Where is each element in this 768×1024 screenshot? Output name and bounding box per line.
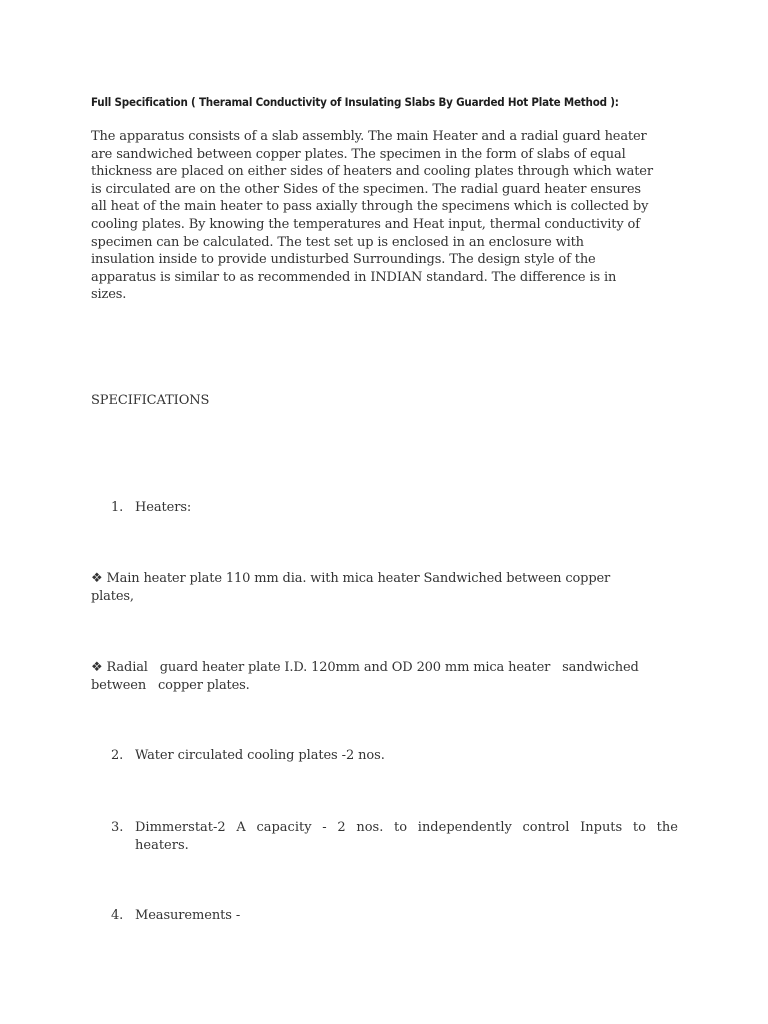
list-item-label: Heaters:: [135, 500, 192, 515]
dimmerstat-justified-text: [135, 819, 678, 837]
intro-line: sizes.: [91, 287, 127, 303]
word: -: [322, 820, 327, 835]
intro-line: specimen can be calculated. The test set up is enclosed in an enclosure with: [91, 234, 584, 250]
list-item-label: Measurements -: [135, 908, 241, 923]
bullet-radial-heater: [91, 659, 681, 694]
word: capacity: [256, 820, 312, 835]
intro-line: are sandwiched between copper plates. The specimen in the form of slabs of equal: [91, 146, 626, 162]
specifications-heading: SPECIFICATIONS: [91, 393, 210, 408]
list-number: 2.: [111, 748, 124, 763]
word: to: [632, 820, 646, 835]
list-item-cooling-plates: [111, 748, 385, 763]
word: Inputs: [580, 820, 623, 835]
intro-line: cooling plates. By knowing the temperatures and Heat input, thermal conductivity of: [91, 216, 640, 232]
bullet-line: between copper plates.: [91, 677, 250, 693]
word: 2: [337, 820, 346, 835]
bullet-main-heater: [91, 570, 681, 605]
intro-line: is circulated are on the other Sides of the specimen. The radial guard heater ensures: [91, 181, 641, 197]
dimmerstat-line-2: heaters.: [135, 837, 189, 853]
word: control: [522, 820, 570, 835]
word: independently: [417, 820, 512, 835]
word: the: [656, 820, 678, 835]
list-number: 3.: [111, 820, 124, 835]
document-title: Full Specification ( Theramal Conductivity of Insulating Slabs By Guarded Hot Plate Method ):: [91, 95, 619, 109]
list-item-dimmerstat: [111, 819, 678, 854]
bullet-line: ❖ Main heater plate 110 mm dia. with mica heater Sandwiched between copper: [91, 571, 611, 586]
intro-line: apparatus is similar to as recommended in INDIAN standard. The difference is in: [91, 269, 617, 285]
list-number: 4.: [111, 908, 124, 923]
intro-line: all heat of the main heater to pass axially through the specimens which is collected by: [91, 199, 649, 215]
intro-line: The apparatus consists of a slab assembly. The main Heater and a radial guard heater: [91, 129, 647, 144]
intro-line: thickness are placed on either sides of heaters and cooling plates through which water: [91, 164, 653, 180]
word: to: [394, 820, 408, 835]
dimmerstat-line-1: [111, 819, 678, 837]
list-item-heaters: [111, 500, 191, 515]
word: nos.: [356, 820, 384, 835]
word: A: [236, 820, 246, 835]
bullet-line: plates,: [91, 588, 134, 604]
list-number: 1.: [111, 500, 124, 515]
bullet-line: ❖ Radial guard heater plate I.D. 120mm and OD 200 mm mica heater sandwiched: [91, 660, 639, 675]
intro-line: insulation inside to provide undisturbed Surroundings. The design style of the: [91, 252, 596, 268]
intro-paragraph: [91, 128, 686, 304]
list-item-label: Water circulated cooling plates -2 nos.: [135, 748, 385, 763]
list-item-measurements: [111, 908, 240, 923]
word: Dimmerstat-2: [135, 820, 226, 835]
